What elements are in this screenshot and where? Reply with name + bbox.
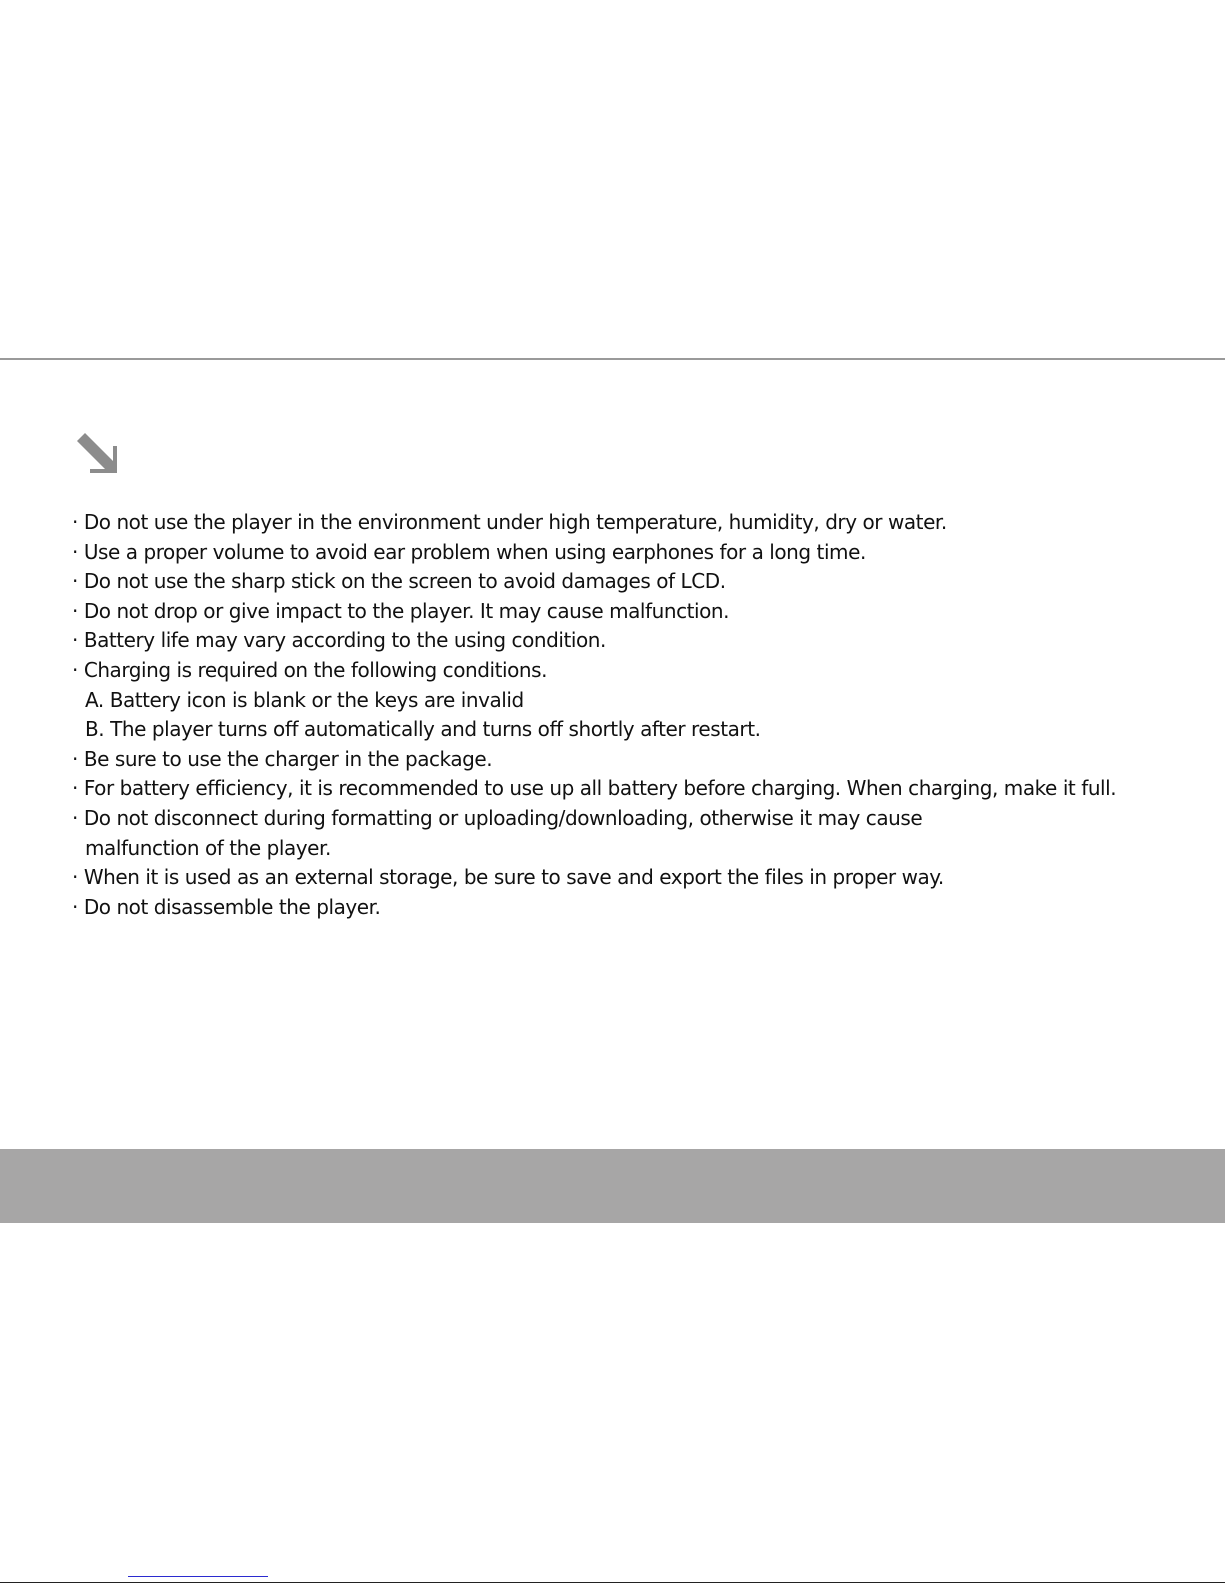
list-subitem: B. The player turns off automatically and turns off shortly after restart. (85, 717, 761, 742)
arrow-down-right-icon (76, 432, 118, 474)
gray-footer-band (0, 1149, 1225, 1223)
list-item: · Do not use the sharp stick on the screen to avoid damages of LCD. (72, 569, 726, 594)
top-divider (0, 358, 1225, 360)
list-item-continuation: malfunction of the player. (85, 835, 331, 860)
list-item: · Do not use the player in the environment under high temperature, humidity, dry or water. (72, 510, 947, 534)
bottom-divider (0, 1582, 1225, 1583)
bottom-link-underline (128, 1576, 268, 1577)
list-item: · Do not disassemble the player. (72, 894, 381, 919)
list-item: · Be sure to use the charger in the package. (72, 746, 493, 771)
list-item: · Charging is required on the following conditions. (72, 657, 547, 682)
list-item: · When it is used as an external storage, be sure to save and export the files in proper way. (72, 865, 944, 890)
list-item: · For battery efficiency, it is recommended to use up all battery before charging. When charging, make it full. (72, 776, 1117, 801)
precautions-list (72, 508, 1222, 922)
list-item: · Do not drop or give impact to the player. It may cause malfunction. (72, 598, 730, 623)
list-item: · Do not disconnect during formatting or uploading/downloading, otherwise it may cause (72, 805, 923, 830)
list-item: · Battery life may vary according to the using condition. (72, 628, 606, 653)
list-subitem: A. Battery icon is blank or the keys are invalid (85, 687, 524, 712)
list-item: · Use a proper volume to avoid ear problem when using earphones for a long time. (72, 539, 866, 564)
